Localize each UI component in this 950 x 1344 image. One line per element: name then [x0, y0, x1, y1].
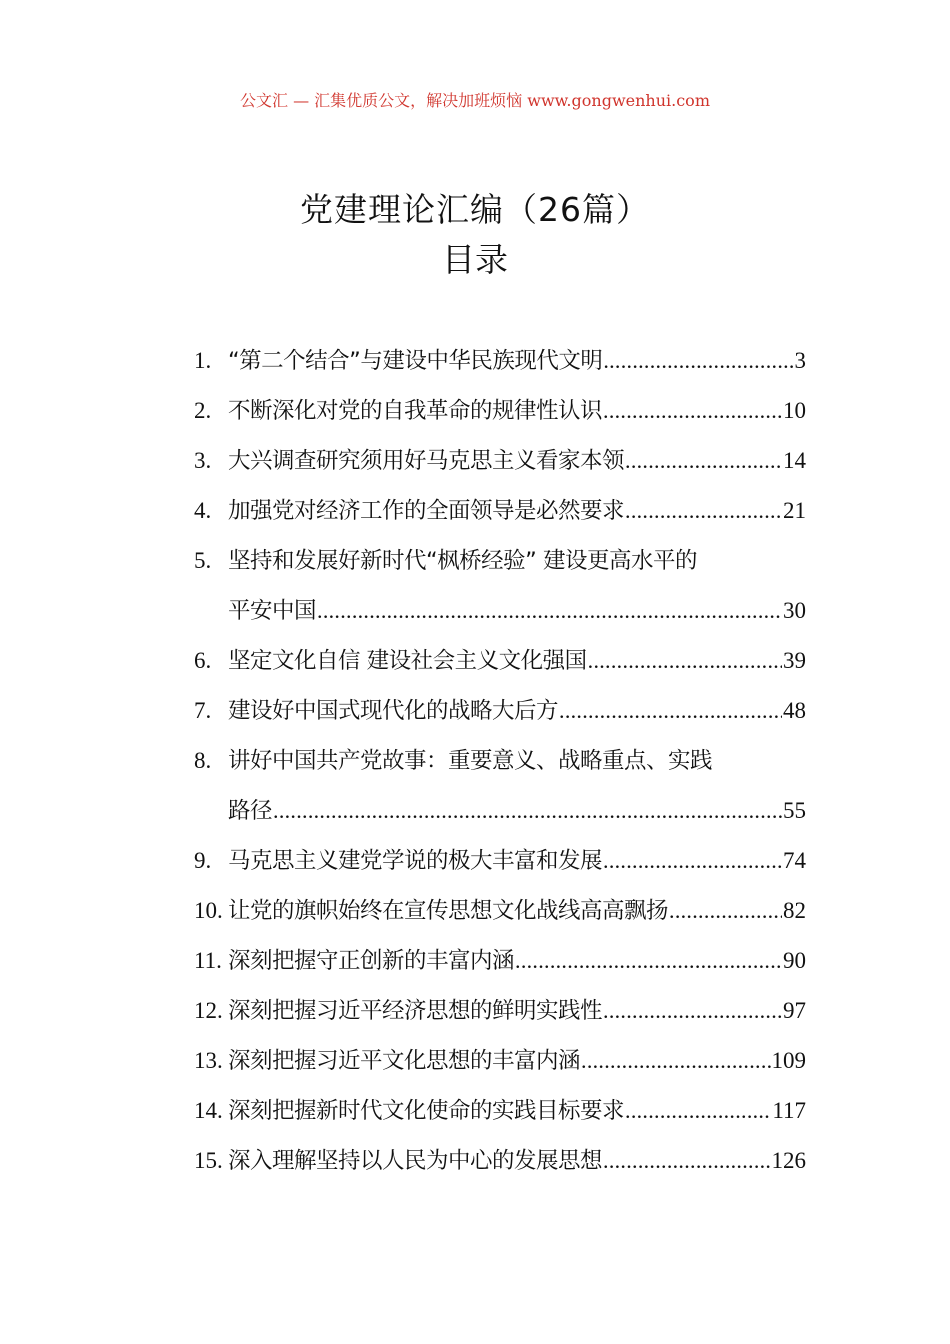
toc-entry-page-number: 10 — [783, 398, 806, 423]
document-subtitle: 目录 — [442, 240, 508, 279]
toc-entry-page-number: 97 — [783, 998, 806, 1023]
toc-entry-number: 4. — [194, 498, 212, 523]
toc-entry-page-number: 39 — [783, 648, 806, 673]
toc-entry-page-number: 117 — [772, 1098, 806, 1123]
toc-entry-row — [194, 436, 806, 486]
toc-entry-title: 不断深化对党的自我革命的规律性认识 — [228, 398, 603, 424]
toc-entry-leader-dots — [581, 1036, 770, 1086]
toc-entry-page-number: 55 — [783, 798, 806, 823]
toc-entry-title: 讲好中国共产党故事：重要意义、战略重点、实践 — [228, 748, 713, 774]
toc-entry-page-number: 48 — [783, 698, 806, 723]
toc-entry-number: 1. — [194, 348, 212, 373]
toc-entry[interactable] — [194, 736, 806, 836]
toc-entry-page-number: 3 — [794, 348, 806, 373]
toc-entry-row — [194, 1136, 806, 1186]
toc-entry-leader-dots — [603, 986, 782, 1036]
document-title: 党建理论汇编（26篇） — [300, 190, 650, 229]
toc-entry-row — [194, 836, 806, 886]
toc-entry[interactable] — [194, 1136, 806, 1186]
toc-entry[interactable] — [194, 986, 806, 1036]
toc-entry-title: 深刻把握习近平经济思想的鲜明实践性 — [228, 998, 603, 1024]
toc-entry-row — [194, 386, 806, 436]
toc-entry-number: 15. — [194, 1148, 223, 1173]
toc-entry[interactable] — [194, 1086, 806, 1136]
toc-entry-title: 深刻把握守正创新的丰富内涵 — [228, 948, 515, 974]
toc-entry-row — [194, 586, 806, 636]
toc-entry-page-number: 14 — [783, 448, 806, 473]
toc-entry-row — [194, 886, 806, 936]
toc-entry-page-number: 30 — [783, 598, 806, 623]
toc-entry-row — [194, 736, 806, 786]
toc-entry-row — [194, 336, 806, 386]
toc-entry-title: 深刻把握习近平文化思想的丰富内涵 — [228, 1048, 581, 1074]
toc-entry-title: 建设好中国式现代化的战略大后方 — [228, 698, 559, 724]
toc-entry-number: 8. — [194, 748, 212, 773]
toc-entry-leader-dots — [625, 436, 782, 486]
toc-entry-row — [194, 986, 806, 1036]
toc-entry-leader-dots — [625, 1086, 771, 1136]
toc-entry-title-continued: 平安中国 — [228, 598, 317, 624]
toc-entry-title: 加强党对经济工作的全面领导是必然要求 — [228, 498, 625, 524]
toc-entry-leader-dots — [603, 336, 793, 386]
toc-entry[interactable] — [194, 636, 806, 686]
toc-entry-title: 坚定文化自信 建设社会主义文化强国 — [228, 648, 587, 674]
toc-entry-number: 2. — [194, 398, 212, 423]
toc-entry-page-number: 109 — [771, 1048, 806, 1073]
toc-entry-page-number: 126 — [771, 1148, 806, 1173]
toc-entry-row — [194, 786, 806, 836]
toc-entry-title: 坚持和发展好新时代“枫桥经验” 建设更高水平的 — [228, 548, 697, 574]
toc-entry[interactable] — [194, 386, 806, 436]
toc-entry-row — [194, 936, 806, 986]
toc-entry-page-number: 82 — [783, 898, 806, 923]
toc-entry[interactable] — [194, 536, 806, 636]
toc-entry-title: “第二个结合”与建设中华民族现代文明 — [228, 348, 603, 374]
table-of-contents — [194, 336, 806, 1186]
toc-entry-page-number: 90 — [783, 948, 806, 973]
toc-entry-leader-dots — [603, 386, 782, 436]
toc-entry-leader-dots — [603, 836, 782, 886]
toc-entry[interactable] — [194, 886, 806, 936]
toc-entry-number: 5. — [194, 548, 212, 573]
toc-entry-number: 9. — [194, 848, 212, 873]
toc-entry-title: 深刻把握新时代文化使命的实践目标要求 — [228, 1098, 625, 1124]
toc-entry-number: 6. — [194, 648, 212, 673]
toc-entry-title: 马克思主义建党学说的极大丰富和发展 — [228, 848, 603, 874]
toc-entry-title-continued: 路径 — [228, 798, 273, 824]
toc-entry-number: 10. — [194, 898, 223, 923]
toc-entry-leader-dots — [588, 636, 782, 686]
toc-entry-leader-dots — [625, 486, 782, 536]
toc-entry-page-number: 74 — [783, 848, 806, 873]
toc-entry-number: 11. — [194, 948, 222, 973]
toc-entry-page-number: 21 — [783, 498, 806, 523]
toc-entry-row — [194, 1086, 806, 1136]
toc-entry-number: 12. — [194, 998, 223, 1023]
toc-entry-row — [194, 1036, 806, 1086]
header-banner: 公文汇 — 汇集优质公文，解决加班烦恼 www.gongwenhui.com — [239, 91, 710, 110]
toc-entry-number: 3. — [194, 448, 212, 473]
toc-entry-row — [194, 536, 806, 586]
toc-entry-row — [194, 686, 806, 736]
toc-entry-leader-dots — [317, 586, 782, 636]
toc-entry[interactable] — [194, 336, 806, 386]
toc-entry[interactable] — [194, 436, 806, 486]
toc-entry-number: 7. — [194, 698, 212, 723]
toc-entry-title: 大兴调查研究须用好马克思主义看家本领 — [228, 448, 625, 474]
toc-entry[interactable] — [194, 836, 806, 886]
toc-entry-title: 让党的旗帜始终在宣传思想文化战线高高飘扬 — [228, 898, 669, 924]
toc-entry[interactable] — [194, 686, 806, 736]
toc-entry-leader-dots — [669, 886, 782, 936]
toc-entry[interactable] — [194, 486, 806, 536]
toc-entry-title: 深入理解坚持以人民为中心的发展思想 — [228, 1148, 603, 1174]
toc-entry[interactable] — [194, 936, 806, 986]
toc-entry[interactable] — [194, 1036, 806, 1086]
toc-entry-number: 14. — [194, 1098, 223, 1123]
toc-entry-row — [194, 486, 806, 536]
toc-entry-leader-dots — [603, 1136, 770, 1186]
toc-entry-number: 13. — [194, 1048, 223, 1073]
toc-entry-leader-dots — [273, 786, 782, 836]
toc-entry-leader-dots — [559, 686, 782, 736]
toc-entry-row — [194, 636, 806, 686]
toc-entry-leader-dots — [515, 936, 782, 986]
